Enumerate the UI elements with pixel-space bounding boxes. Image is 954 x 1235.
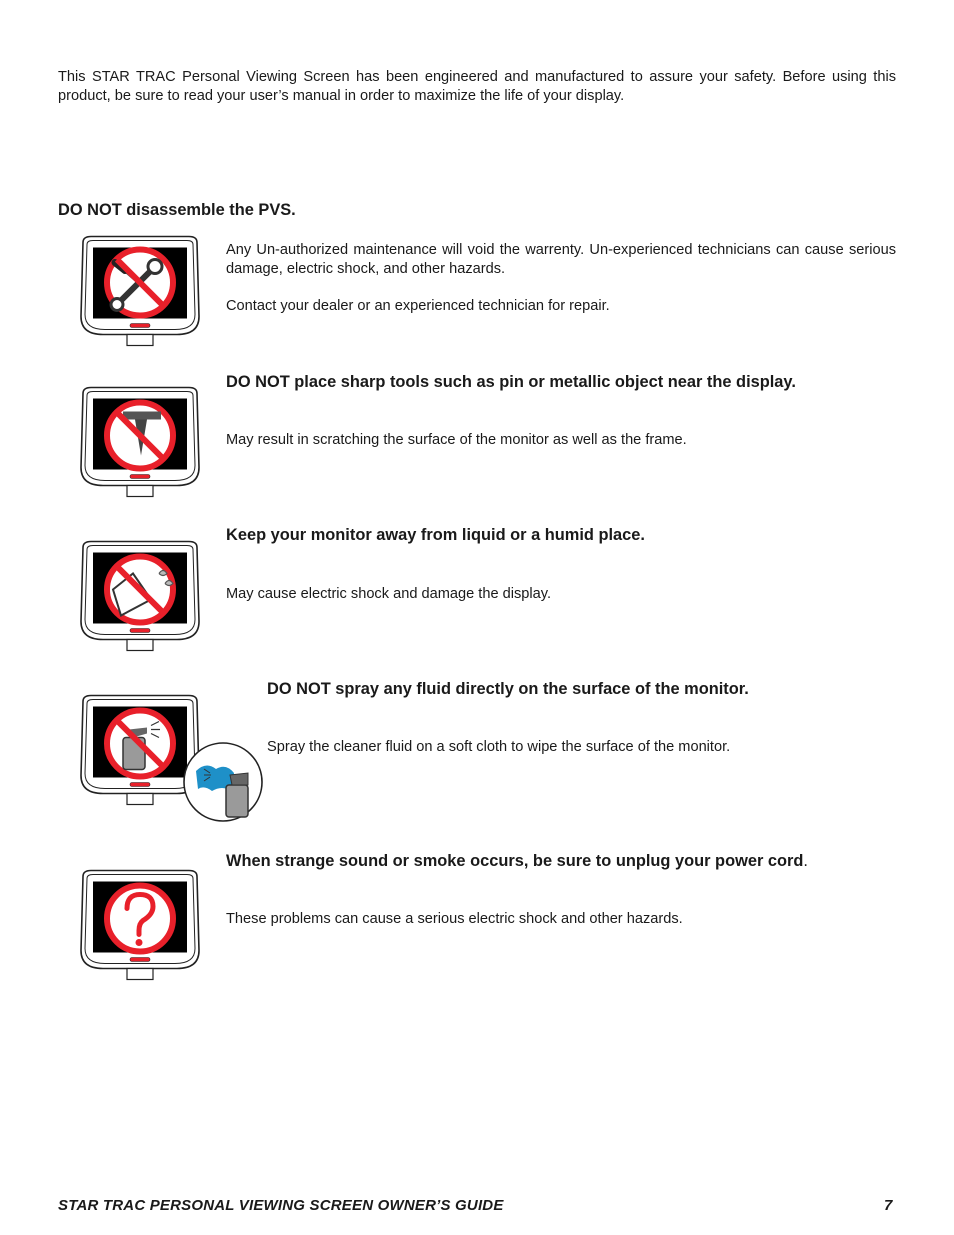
section-text-sharp-tools: May result in scratching the surface of the monitor as well as the frame.	[226, 432, 687, 448]
section-text-smoke: These problems can cause a serious electric shock and other hazards.	[226, 911, 683, 927]
section-text-disassemble-1: Any Un-authorized maintenance will void the warrenty. Un-experienced technicians can cause serious damage, electric shock, and other hazards.	[226, 242, 896, 277]
question-mark-icon	[107, 886, 173, 952]
section-heading-smoke	[226, 851, 808, 871]
no-spray-icon	[107, 711, 173, 777]
section-text-disassemble-2: Contact your dealer or an experienced technician for repair.	[226, 298, 610, 314]
section-heading-spray: DO NOT spray any fluid directly on the surface of the monitor.	[267, 680, 749, 698]
page-number: 7	[884, 1197, 893, 1214]
footer-guide-title: STAR TRAC PERSONAL VIEWING SCREEN OWNER’S GUIDE	[58, 1197, 504, 1214]
monitor-no-tools-figure	[77, 232, 203, 357]
section-text-liquid: May cause electric shock and damage the display.	[226, 586, 552, 602]
section-heading-smoke-text: When strange sound or smoke occurs, be sure to unplug your power cord	[226, 852, 804, 870]
section-heading-disassemble: DO NOT disassemble the PVS.	[58, 201, 296, 219]
section-heading-liquid: Keep your monitor away from liquid or a humid place.	[226, 526, 645, 544]
spray-cloth-inset	[182, 741, 264, 828]
section-text-spray: Spray the cleaner fluid on a soft cloth to wipe the surface of the monitor.	[267, 739, 731, 755]
no-sharp-objects-icon	[107, 403, 173, 469]
monitor-no-liquid-figure	[77, 537, 203, 662]
intro-paragraph: This STAR TRAC Personal Viewing Screen has been engineered and manufactured to assure your safety. Before using this product, be sure to read your user’s manual in order to maximize the life of your display.	[58, 69, 896, 104]
monitor-no-sharp-figure	[77, 383, 203, 508]
monitor-question-figure	[77, 866, 203, 991]
section-heading-sharp-tools: DO NOT place sharp tools such as pin or metallic object near the display.	[226, 373, 796, 391]
section-heading-smoke-period: .	[803, 852, 808, 870]
spray-cloth-icon	[182, 741, 264, 823]
no-tools-icon	[107, 250, 173, 316]
no-liquid-icon	[107, 557, 173, 623]
